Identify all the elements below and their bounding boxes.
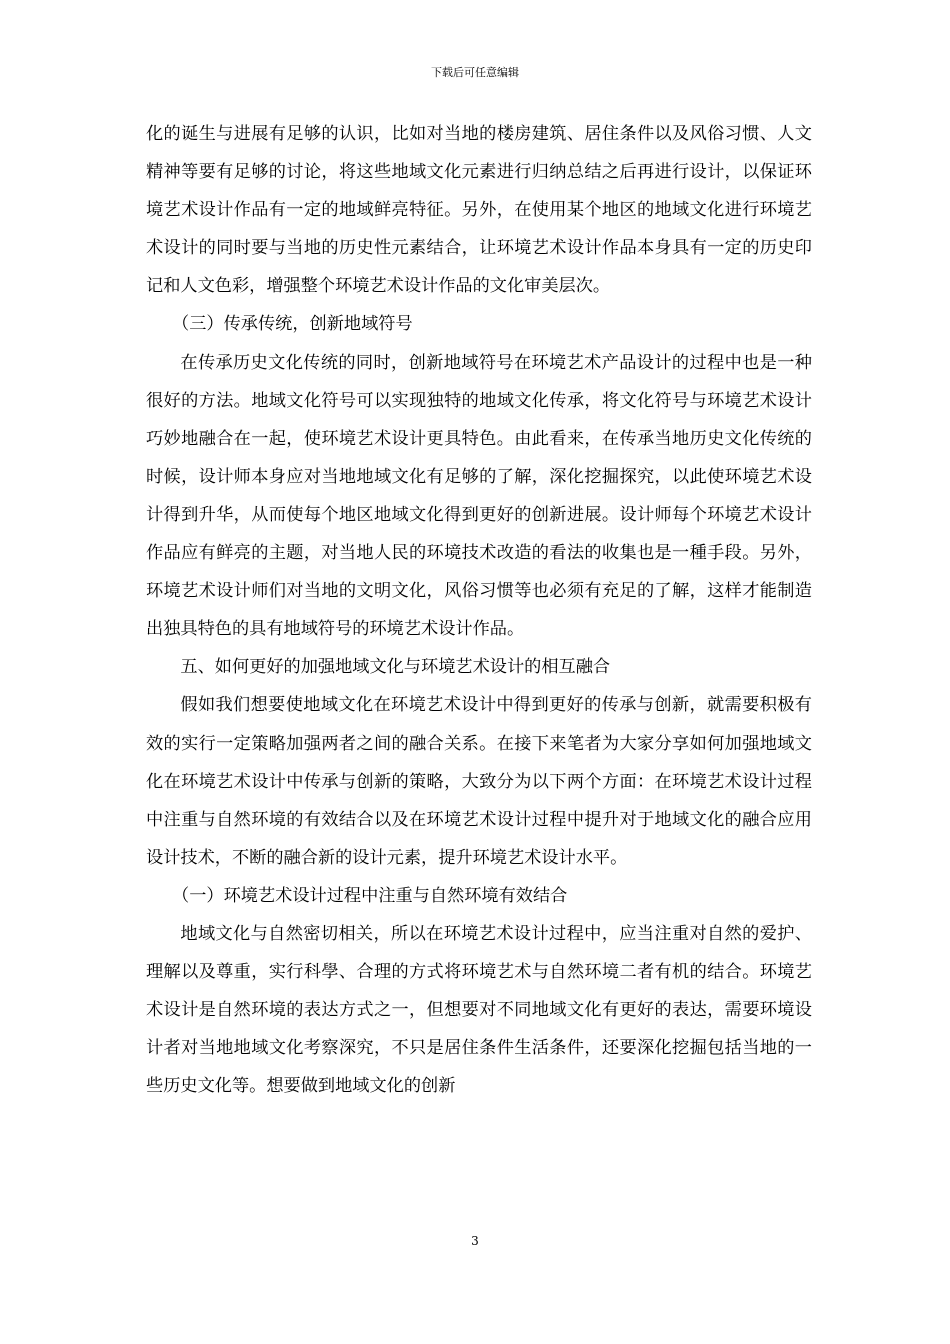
section-heading-3: （三）传承传统，创新地域符号 — [172, 314, 413, 335]
page-header-note: 下载后可任意编辑 — [431, 66, 519, 79]
document-body — [146, 115, 812, 1105]
paragraph-nature: 地域文化与自然密切相关，所以在环境艺术设计过程中，应当注重对自然的爱护、理解以及尊重，实行科學、合理的方式将环境艺术与自然环境二者有机的结合。环境艺术设计是自然环境的表达方式之一，但想要对不同地域文化有更好的表达，需要环境设计者对当地地域文化考察深究，不只是居住条件生活条件，还要深化挖掘包括当地的一些历史文化等。想要做到地域文化的创新 — [146, 923, 812, 1097]
page-number: 3 — [471, 1234, 479, 1248]
paragraph-integration: 假如我们想要使地域文化在环境艺术设计中得到更好的传承与创新，就需要积极有效的实行一定策略加强两者之间的融合关系。在接下来笔者为大家分享如何加强地域文化在环境艺术设计中传承与创新的策略，大致分为以下两个方面：在环境艺术设计过程中注重与自然环境的有效结合以及在环境艺术设计过程中提升对于地域文化的融合应用设计技术，不断的融合新的设计元素，提升环境艺术设计水平。 — [146, 695, 812, 868]
section-heading-5: 五、如何更好的加强地域文化与环境艺术设计的相互融合 — [180, 657, 611, 678]
paragraph-continuation: 化的诞生与进展有足够的认识，比如对当地的楼房建筑、居住条件以及风俗习惯、人文精神等要有足够的讨论，将这些地域文化元素进行归纳总结之后再进行设计，以保证环境艺术设计作品有一定的地域鲜亮特征。另外，在使用某个地区的地域文化进行环境艺术设计的同时要与当地的历史性元素结合，让环境艺术设计作品本身具有一定的历史印记和人文色彩，增强整个环境艺术设计作品的文化审美层次。 — [146, 124, 812, 297]
section-heading-5-1: （一）环境艺术设计过程中注重与自然环境有效结合 — [172, 885, 568, 906]
paragraph-tradition: 在传承历史文化传统的同时，创新地域符号在环境艺术产品设计的过程中也是一种很好的方法。地域文化符号可以实现独特的地域文化传承，将文化符号与环境艺术设计巧妙地融合在一起，使环境艺术设计更具特色。由此看来，在传承当地历史文化传统的时候，设计师本身应对当地地域文化有足够的了解，深化挖掘探究，以此使环境艺术设计得到升华，从而使每个地区地域文化得到更好的创新进展。设计师每个环境艺术设计作品应有鲜亮的主题，对当地人民的环境技术改造的看法的收集也是一種手段。另外，环境艺术设计师们对当地的文明文化，风俗习惯等也必须有充足的了解，这样才能制造出独具特色的具有地域符号的环境艺术设计作品。 — [146, 352, 812, 640]
